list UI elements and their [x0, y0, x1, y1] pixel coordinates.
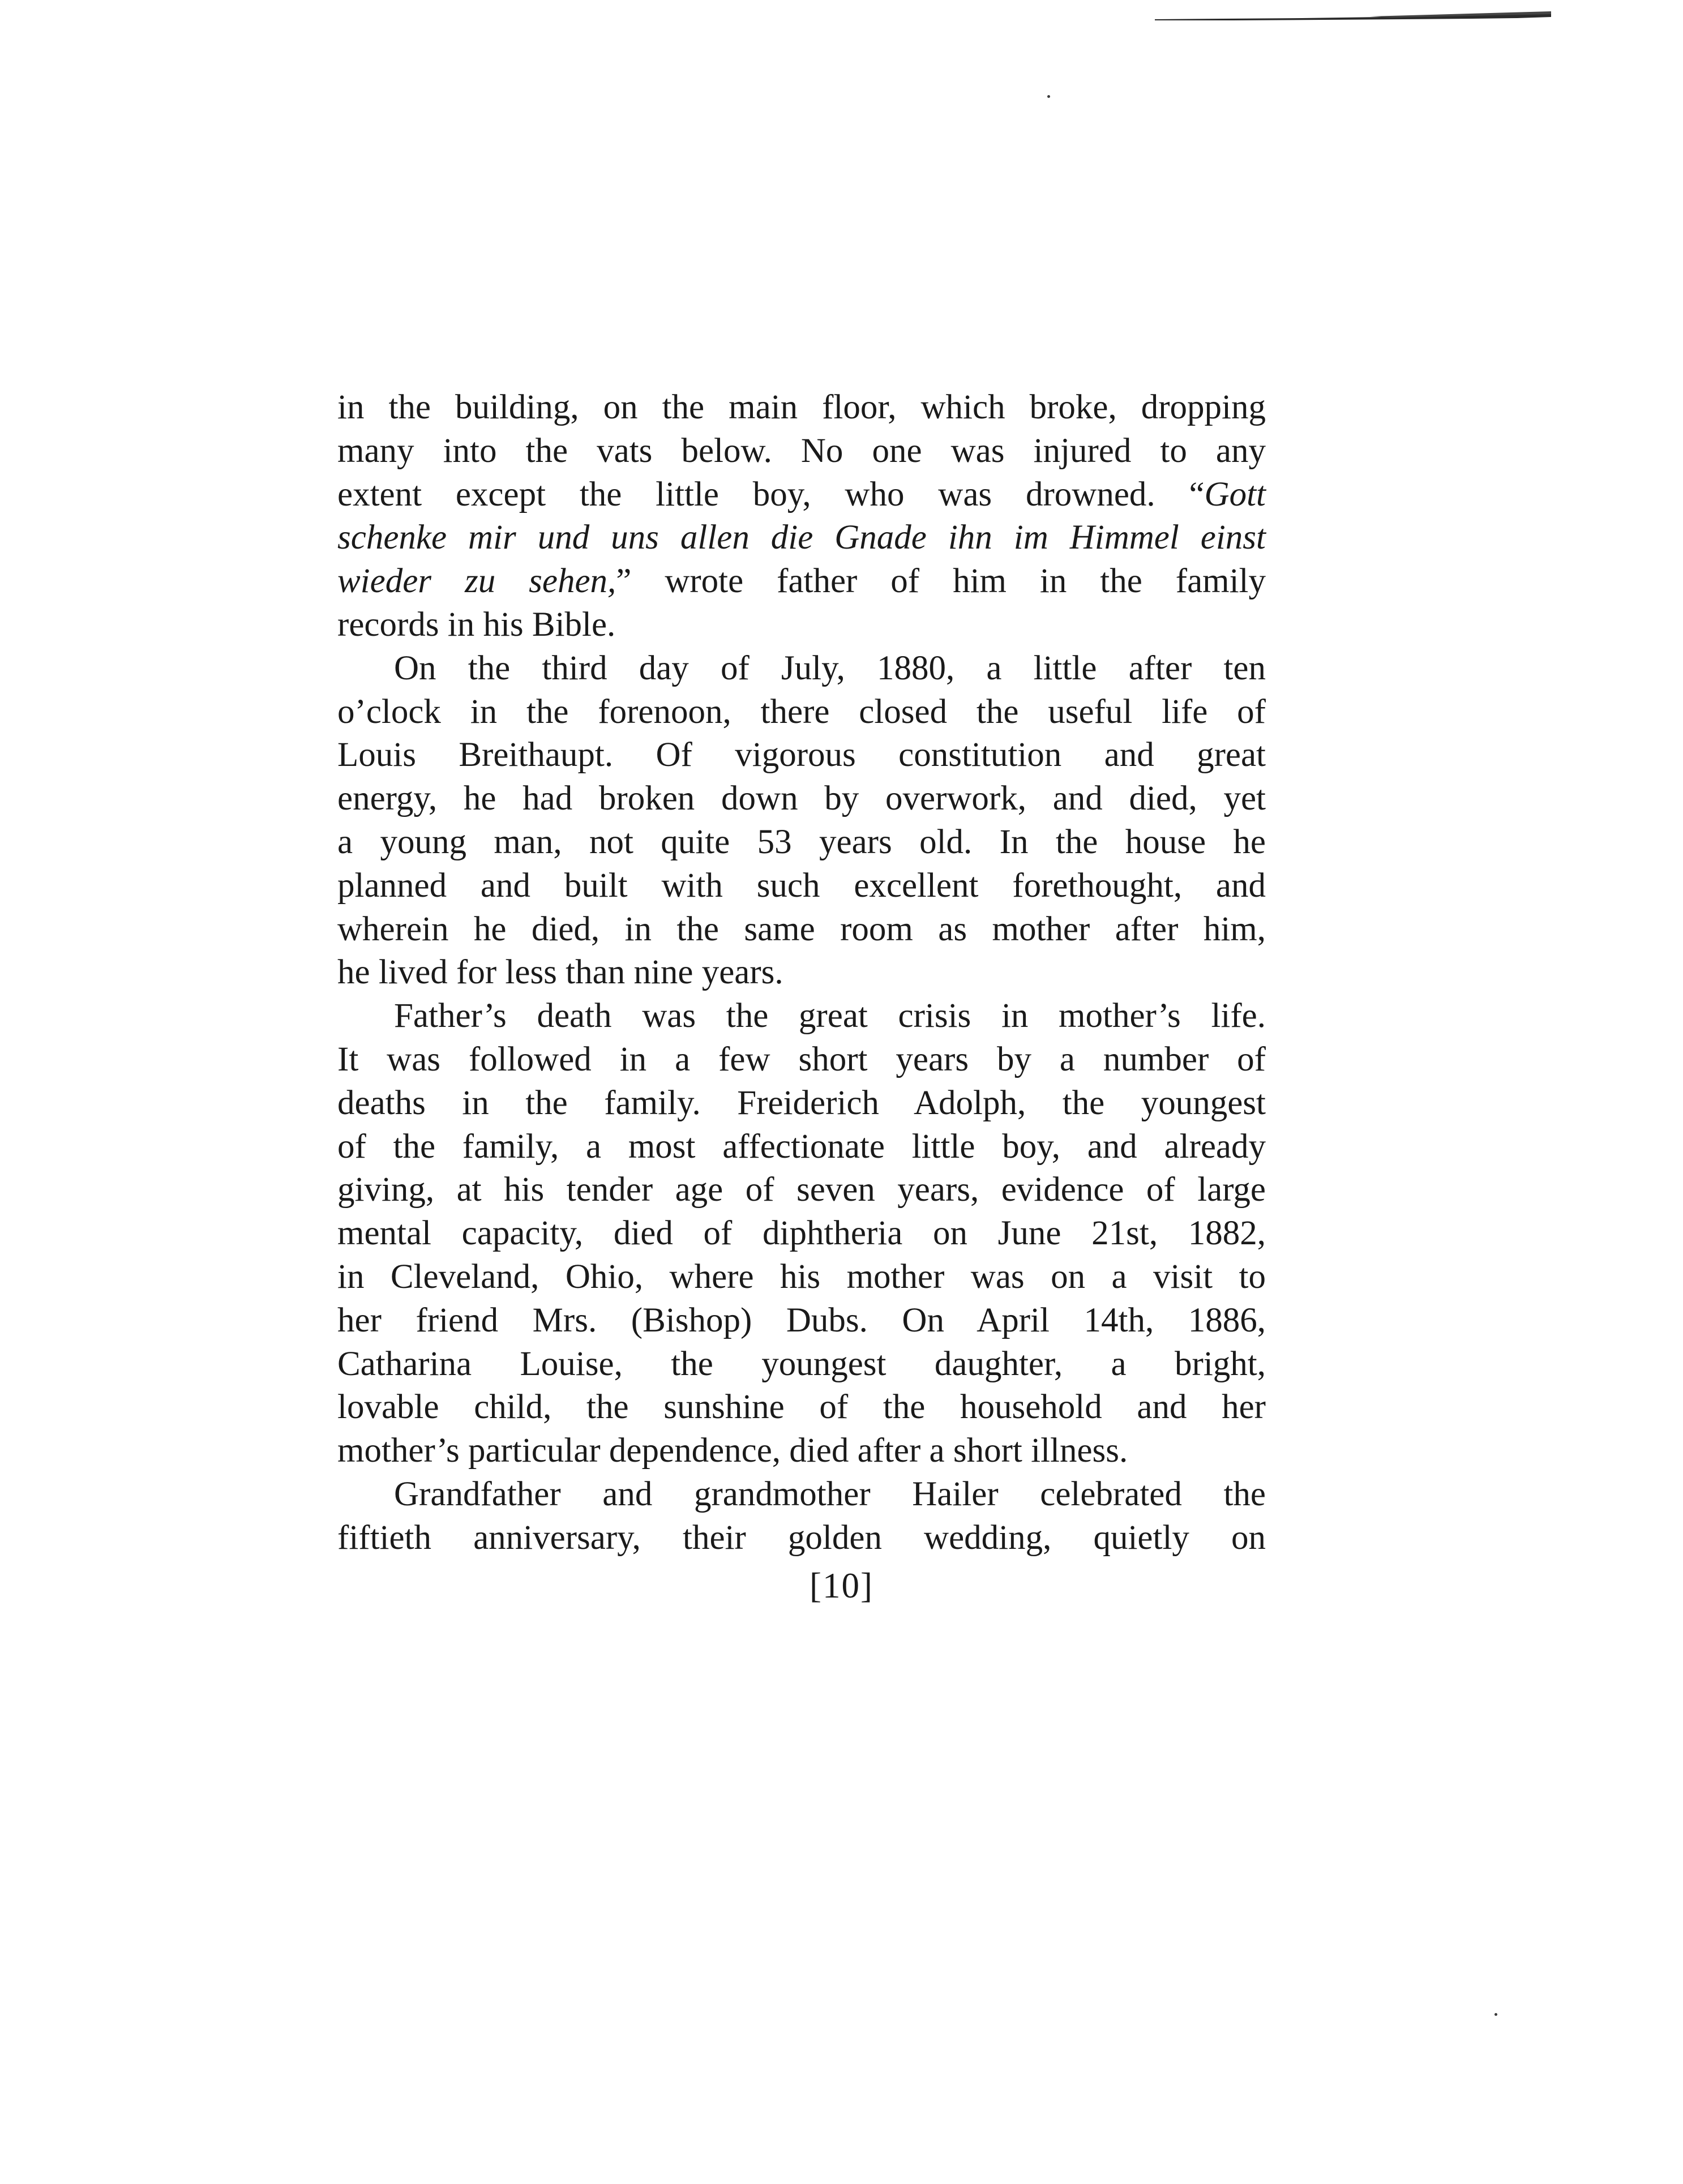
page-number: [10]	[810, 1566, 873, 1605]
body-text	[337, 386, 1266, 1560]
text-line	[337, 1517, 1266, 1560]
text-segment: planned and built with such excellent forethought, and	[337, 866, 1266, 905]
text-line	[337, 821, 1266, 864]
text-line	[337, 647, 1266, 691]
text-segment: Grandfather and grandmother Hailer celebrated the	[394, 1475, 1266, 1513]
italic-text: schenke mir und uns allen die Gnade ihn im Himmel einst	[337, 519, 1266, 557]
scan-speck	[1047, 95, 1050, 98]
text-line	[337, 516, 1266, 560]
italic-text: wieder zu sehen,	[337, 562, 616, 601]
text-line	[337, 951, 1266, 995]
text-segment: wherein he died, in the same room as mother after him,	[337, 910, 1266, 948]
text-segment: a young man, not quite 53 years old. In the house he	[337, 823, 1266, 861]
text-line	[337, 473, 1266, 517]
text-segment: fiftieth anniversary, their golden wedding, quietly on	[337, 1518, 1266, 1557]
text-line	[337, 1256, 1266, 1299]
text-line	[337, 691, 1266, 734]
text-segment: her friend Mrs. (Bishop) Dubs. On April 14th, 1886,	[337, 1301, 1266, 1339]
text-line	[337, 908, 1266, 952]
text-segment: It was followed in a few short years by a number of	[337, 1040, 1266, 1078]
text-line	[337, 430, 1266, 473]
text-line	[337, 1473, 1266, 1517]
text-line	[337, 1343, 1266, 1386]
text-segment: giving, at his tender age of seven years, evidence of large	[337, 1171, 1266, 1209]
text-line	[337, 1212, 1266, 1256]
text-line	[337, 1386, 1266, 1429]
text-segment: extent except the little boy, who was drowned. “	[337, 475, 1205, 513]
text-segment: mental capacity, died of diphtheria on June 21st, 1882,	[337, 1214, 1266, 1253]
text-line	[337, 1038, 1266, 1082]
text-segment: of the family, a most affectionate little boy, and already	[337, 1127, 1266, 1166]
text-segment: lovable child, the sunshine of the household and her	[337, 1388, 1266, 1427]
text-segment: Catharina Louise, the youngest daughter, a bright,	[337, 1344, 1266, 1383]
text-segment: deaths in the family. Freiderich Adolph, the youngest	[337, 1084, 1266, 1122]
text-line	[337, 1429, 1266, 1473]
text-segment: Louis Breithaupt. Of vigorous constitution and great	[337, 736, 1266, 774]
text-line	[337, 1299, 1266, 1343]
text-segment: records in his Bible.	[337, 605, 616, 644]
text-line	[337, 560, 1266, 603]
text-segment: On the third day of July, 1880, a little after ten	[394, 649, 1266, 687]
text-segment: energy, he had broken down by overwork, and died, yet	[337, 780, 1266, 818]
text-line	[337, 603, 1266, 647]
text-segment: in Cleveland, Ohio, where his mother was on a visit to	[337, 1257, 1266, 1296]
text-line	[337, 1082, 1266, 1125]
italic-text: Gott	[1204, 475, 1266, 513]
text-line	[337, 386, 1266, 430]
text-segment: mother’s particular dependence, died after a short illness.	[337, 1432, 1128, 1470]
text-line	[337, 1125, 1266, 1169]
text-line	[337, 995, 1266, 1038]
text-segment: in the building, on the main floor, which broke, dropping	[337, 388, 1266, 426]
text-segment: many into the vats below. No one was injured to any	[337, 431, 1266, 470]
scan-edge-artifact	[1155, 10, 1551, 23]
text-segment: o’clock in the forenoon, there closed the useful life of	[337, 692, 1266, 731]
scan-speck	[1494, 2013, 1497, 2016]
text-segment: he lived for less than nine years.	[337, 953, 783, 992]
text-line	[337, 1168, 1266, 1212]
text-line	[337, 734, 1266, 777]
text-segment: Father’s death was the great crisis in mother’s life.	[394, 997, 1266, 1035]
text-segment: ” wrote father of him in the family	[616, 562, 1266, 601]
text-line	[337, 777, 1266, 821]
text-line	[337, 864, 1266, 908]
